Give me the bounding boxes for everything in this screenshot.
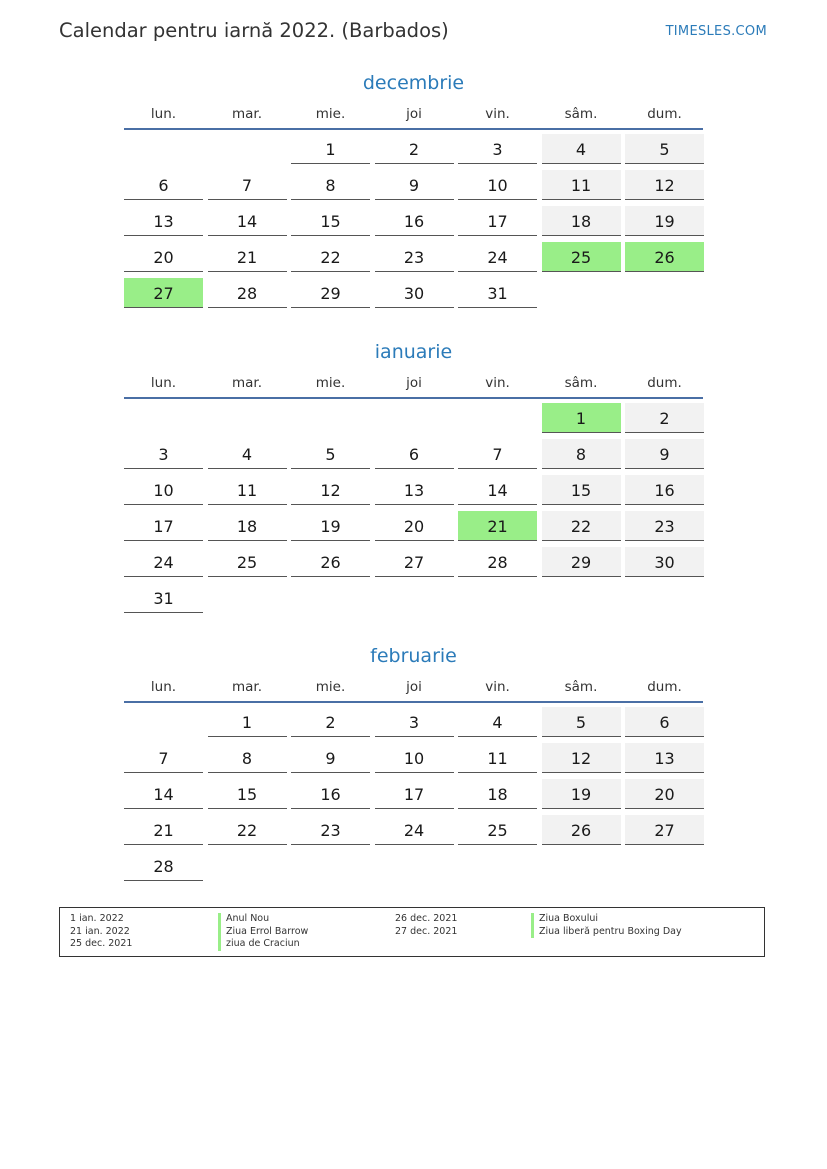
weekday-label: mar. xyxy=(231,679,263,695)
holiday-legend xyxy=(59,907,765,957)
day-cell: 21 xyxy=(124,815,203,845)
day-cell: 12 xyxy=(625,170,704,200)
day-cell: 13 xyxy=(124,206,203,236)
day-cell: 16 xyxy=(291,779,370,809)
day-cell: 15 xyxy=(542,475,621,505)
day-cell: 16 xyxy=(625,475,704,505)
day-cell: 25 xyxy=(458,815,537,845)
day-cell: 26 xyxy=(291,547,370,577)
day-cell: 18 xyxy=(542,206,621,236)
day-cell: 8 xyxy=(208,743,287,773)
day-cell: 6 xyxy=(124,170,203,200)
day-cell: 3 xyxy=(458,134,537,164)
day-cell: 7 xyxy=(124,743,203,773)
legend-date: 1 ian. 2022 xyxy=(70,913,124,924)
day-cell: 14 xyxy=(124,779,203,809)
day-cell: 18 xyxy=(458,779,537,809)
day-cell: 29 xyxy=(291,278,370,308)
weekday-header xyxy=(124,373,703,399)
day-cell: 11 xyxy=(542,170,621,200)
weekday-label: mar. xyxy=(231,106,263,122)
month-title: ianuarie xyxy=(374,341,453,363)
day-cell: 10 xyxy=(458,170,537,200)
day-cell: 18 xyxy=(208,511,287,541)
page-title: Calendar pentru iarnă 2022. (Barbados) xyxy=(59,19,449,42)
month-ianuarie xyxy=(124,339,703,619)
day-cell: 23 xyxy=(625,511,704,541)
day-cell: 9 xyxy=(291,743,370,773)
day-cell: 8 xyxy=(542,439,621,469)
weeks-grid xyxy=(124,707,703,887)
day-cell: 24 xyxy=(124,547,203,577)
day-cell-holiday: 26 xyxy=(625,242,704,272)
day-cell: 26 xyxy=(542,815,621,845)
legend-date: 26 dec. 2021 xyxy=(395,913,458,924)
weekday-label: lun. xyxy=(150,679,177,695)
header-divider xyxy=(124,701,703,703)
day-cell: 20 xyxy=(124,242,203,272)
day-cell: 27 xyxy=(625,815,704,845)
day-cell-holiday: 27 xyxy=(124,278,203,308)
day-cell: 21 xyxy=(208,242,287,272)
day-cell-holiday: 1 xyxy=(542,403,621,433)
month-title: februarie xyxy=(370,645,457,667)
day-cell: 5 xyxy=(291,439,370,469)
weekday-label: sâm. xyxy=(564,106,598,122)
day-cell: 5 xyxy=(542,707,621,737)
day-cell: 17 xyxy=(458,206,537,236)
month-title: decembrie xyxy=(362,72,465,94)
legend-holiday-name: Ziua Errol Barrow xyxy=(218,926,308,939)
weekday-header xyxy=(124,104,703,130)
weekday-label: sâm. xyxy=(564,375,598,391)
weekday-label: vin. xyxy=(485,679,510,695)
month-decembrie xyxy=(124,70,703,314)
legend-date: 27 dec. 2021 xyxy=(395,925,458,937)
weekday-label: lun. xyxy=(150,106,177,122)
day-cell: 17 xyxy=(124,511,203,541)
day-cell: 24 xyxy=(375,815,454,845)
weekday-label: joi xyxy=(406,679,422,695)
weekday-header xyxy=(124,677,703,703)
day-cell: 1 xyxy=(208,707,287,737)
weeks-grid xyxy=(124,134,703,314)
day-cell: 14 xyxy=(208,206,287,236)
day-cell: 20 xyxy=(625,779,704,809)
day-cell: 11 xyxy=(208,475,287,505)
day-cell: 12 xyxy=(291,475,370,505)
day-cell: 14 xyxy=(458,475,537,505)
weekday-label: lun. xyxy=(150,375,177,391)
day-cell: 2 xyxy=(291,707,370,737)
day-cell: 11 xyxy=(458,743,537,773)
weekday-label: vin. xyxy=(485,375,510,391)
day-cell: 28 xyxy=(208,278,287,308)
day-cell: 22 xyxy=(208,815,287,845)
legend-right-dates xyxy=(395,913,457,938)
day-cell: 23 xyxy=(375,242,454,272)
day-cell: 9 xyxy=(625,439,704,469)
day-cell: 30 xyxy=(375,278,454,308)
weekday-label: mie. xyxy=(315,375,346,391)
legend-left-names xyxy=(218,913,308,951)
legend-holiday-name: Anul Nou xyxy=(218,913,308,926)
day-cell: 15 xyxy=(291,206,370,236)
weekday-label: mie. xyxy=(315,106,346,122)
weekday-label: joi xyxy=(406,106,422,122)
day-cell: 8 xyxy=(291,170,370,200)
day-cell: 28 xyxy=(458,547,537,577)
legend-date: 25 dec. 2021 xyxy=(70,938,133,949)
weekday-label: joi xyxy=(406,375,422,391)
day-cell: 19 xyxy=(542,779,621,809)
legend-holiday-name: ziua de Craciun xyxy=(218,938,308,951)
weekday-label: sâm. xyxy=(564,679,598,695)
weekday-label: mar. xyxy=(231,375,263,391)
day-cell: 25 xyxy=(208,547,287,577)
header-divider xyxy=(124,128,703,130)
day-cell: 28 xyxy=(124,851,203,881)
legend-left-dates xyxy=(70,913,132,951)
day-cell: 3 xyxy=(124,439,203,469)
day-cell-holiday: 25 xyxy=(542,242,621,272)
weeks-grid xyxy=(124,403,703,619)
day-cell: 31 xyxy=(124,583,203,613)
header-divider xyxy=(124,397,703,399)
day-cell: 10 xyxy=(375,743,454,773)
day-cell: 23 xyxy=(291,815,370,845)
day-cell: 13 xyxy=(375,475,454,505)
legend-date: 21 ian. 2022 xyxy=(70,925,130,937)
legend-holiday-name: Ziua liberă pentru Boxing Day xyxy=(531,926,682,939)
day-cell: 20 xyxy=(375,511,454,541)
day-cell: 1 xyxy=(291,134,370,164)
day-cell: 2 xyxy=(625,403,704,433)
day-cell: 4 xyxy=(208,439,287,469)
weekday-label: mie. xyxy=(315,679,346,695)
brand-link[interactable]: TIMESLES.COM xyxy=(665,24,767,39)
day-cell: 10 xyxy=(124,475,203,505)
day-cell: 22 xyxy=(291,242,370,272)
day-cell: 22 xyxy=(542,511,621,541)
day-cell: 17 xyxy=(375,779,454,809)
day-cell: 6 xyxy=(625,707,704,737)
weekday-label: dum. xyxy=(647,679,682,695)
day-cell: 15 xyxy=(208,779,287,809)
day-cell: 7 xyxy=(458,439,537,469)
month-februarie xyxy=(124,643,703,887)
day-cell: 31 xyxy=(458,278,537,308)
day-cell: 2 xyxy=(375,134,454,164)
day-cell: 3 xyxy=(375,707,454,737)
weekday-label: vin. xyxy=(485,106,510,122)
weekday-label: dum. xyxy=(647,106,682,122)
day-cell: 27 xyxy=(375,547,454,577)
day-cell: 19 xyxy=(291,511,370,541)
weekday-label: dum. xyxy=(647,375,682,391)
day-cell: 29 xyxy=(542,547,621,577)
day-cell: 30 xyxy=(625,547,704,577)
legend-holiday-name: Ziua Boxului xyxy=(531,913,682,926)
day-cell: 4 xyxy=(458,707,537,737)
day-cell-holiday: 21 xyxy=(458,511,537,541)
day-cell: 19 xyxy=(625,206,704,236)
day-cell: 12 xyxy=(542,743,621,773)
day-cell: 7 xyxy=(208,170,287,200)
legend-right-names xyxy=(531,913,682,938)
day-cell: 5 xyxy=(625,134,704,164)
day-cell: 4 xyxy=(542,134,621,164)
day-cell: 13 xyxy=(625,743,704,773)
day-cell: 24 xyxy=(458,242,537,272)
day-cell: 9 xyxy=(375,170,454,200)
day-cell: 6 xyxy=(375,439,454,469)
day-cell: 16 xyxy=(375,206,454,236)
